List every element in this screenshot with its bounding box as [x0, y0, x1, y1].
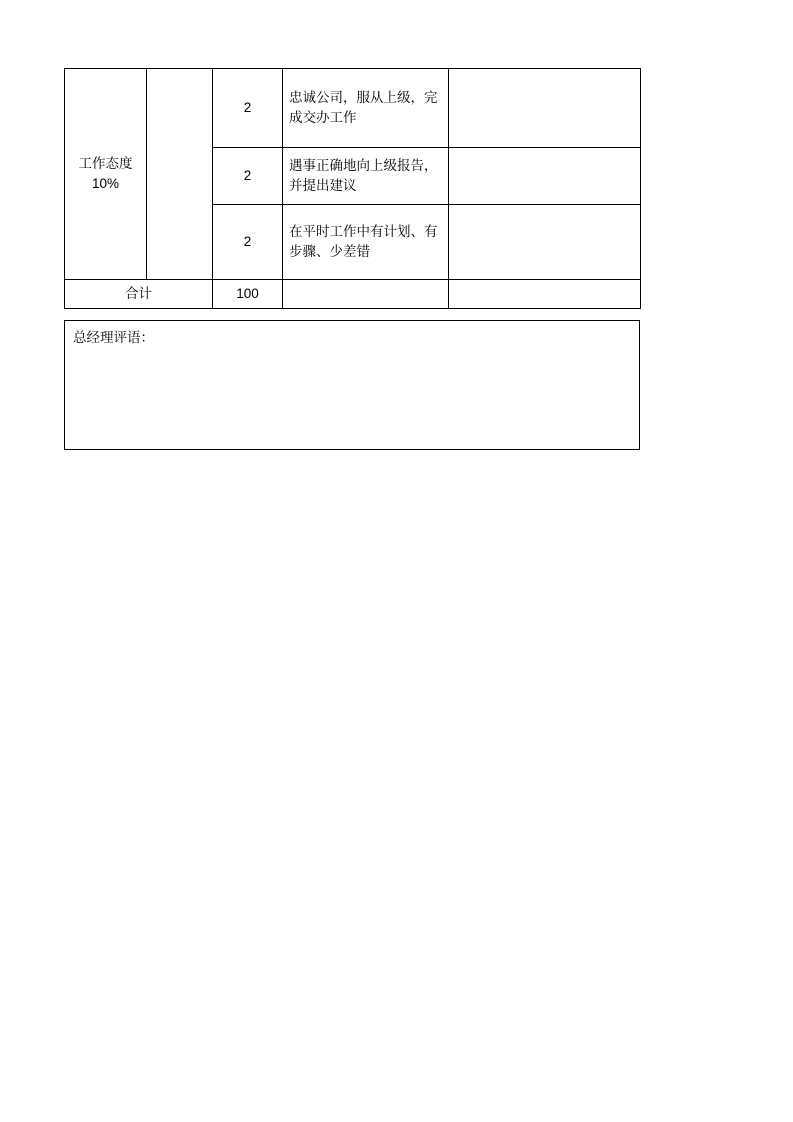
general-manager-comment-box[interactable]: [64, 320, 640, 450]
remark-cell: [449, 148, 641, 205]
remark-cell: [449, 69, 641, 148]
evaluation-table-wrapper: [64, 68, 640, 309]
table-total-row: [65, 280, 641, 309]
total-description-cell: [283, 280, 449, 309]
remark-cell: [449, 205, 641, 280]
description-cell: 在平时工作中有计划、有步骤、少差错: [283, 205, 449, 280]
category-weight: 10%: [91, 176, 120, 191]
evaluation-table: [64, 68, 641, 309]
description-cell: 遇事正确地向上级报告，并提出建议: [283, 148, 449, 205]
category-cell: [65, 69, 147, 280]
total-remark-cell: [449, 280, 641, 309]
score-cell: 2: [213, 148, 283, 205]
score-cell: 2: [213, 205, 283, 280]
category-name: 工作态度: [78, 156, 133, 172]
total-score: 100: [213, 280, 283, 309]
spacer-cell: [147, 69, 213, 280]
score-cell: 2: [213, 69, 283, 148]
description-cell: 忠诚公司，服从上级，完成交办工作: [283, 69, 449, 148]
table-row: [65, 69, 641, 148]
total-label: 合计: [65, 280, 213, 309]
comment-label: 总经理评语：: [73, 330, 154, 345]
